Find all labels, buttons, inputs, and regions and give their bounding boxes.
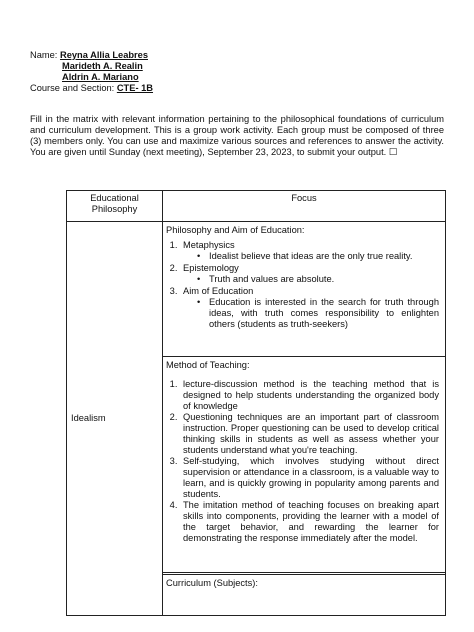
- list-item: [180, 240, 439, 262]
- aim-item-bullet: • Truth and values are absolute.: [197, 274, 439, 285]
- list-item: 1. lecture-discussion method is the teaching method that is designed to help students understanding the organized body of knowledge: [180, 379, 439, 412]
- course-label: Course and Section:: [30, 83, 115, 93]
- method-section: [163, 357, 445, 575]
- list-item: [180, 286, 439, 330]
- aim-item-bullet: • Education is interested in the search for truth through ideas, with truth comes responsibility to enlighten others (students as truth-seekers): [197, 297, 439, 330]
- header-focus: Focus: [163, 191, 446, 222]
- table-header-row: [67, 191, 446, 222]
- method-list: [166, 379, 439, 544]
- aim-title: Philosophy and Aim of Education:: [166, 225, 305, 235]
- list-item: 3. Self-studying, which involves studying without direct supervision or attendance in a classroom, is a valuable way to learn, and is quickly growing in popularity among parents and students.: [180, 456, 439, 500]
- header-educational-philosophy: Educational Philosophy: [67, 191, 163, 222]
- instructions-paragraph: Fill in the matrix with relevant information pertaining to the philosophical foundations of curriculum and curriculum development. This is a group work activity. Each group must be composed of three (3) members only. You can use and maximize various sources and references to answer the activity. You are given until Sunday (next meeting), September 23, 2023, to submit your output. ☐: [30, 114, 444, 157]
- aim-item-label: Epistemology: [183, 263, 239, 273]
- name-line: [30, 50, 450, 61]
- list-item: 4. The imitation method of teaching focuses on breaking apart skills into components, providing the learner with a model of the target behavior, and rewarding the learner for demonstrating the response immediately after the model.: [180, 500, 439, 544]
- philosophy-matrix-table: [66, 190, 446, 616]
- aim-section: [163, 222, 445, 357]
- focus-cell: [163, 222, 446, 616]
- aim-list: [166, 240, 439, 330]
- list-item: [180, 263, 439, 285]
- curriculum-title: Curriculum (Subjects):: [166, 578, 258, 588]
- aim-item-bullet: • Idealist believe that ideas are the only true reality.: [197, 251, 439, 262]
- name-line-2: [30, 61, 450, 72]
- student-name-1: Reyna Allia Leabres: [59, 50, 149, 60]
- list-item: 2. Questioning techniques are an important part of classroom instruction. Proper questioning can be used to develop critical thinking skills in students as well as assess whether your students understand what you're teaching.: [180, 412, 439, 456]
- course-line: [30, 83, 450, 94]
- aim-item-label: Metaphysics: [183, 240, 235, 250]
- philosophy-name-cell: Idealism: [67, 222, 163, 616]
- aim-item-label: Aim of Education: [183, 286, 254, 296]
- curriculum-section: [163, 575, 445, 615]
- student-name-3: Aldrin A. Mariano: [62, 72, 139, 82]
- name-label: Name:: [30, 50, 58, 60]
- table-row: [67, 222, 446, 616]
- name-line-3: [30, 72, 450, 83]
- course-value: CTE- 1B: [116, 83, 154, 93]
- student-name-2: Marideth A. Realin: [62, 61, 143, 71]
- student-info-header: [30, 50, 450, 94]
- method-title: Method of Teaching:: [166, 360, 250, 370]
